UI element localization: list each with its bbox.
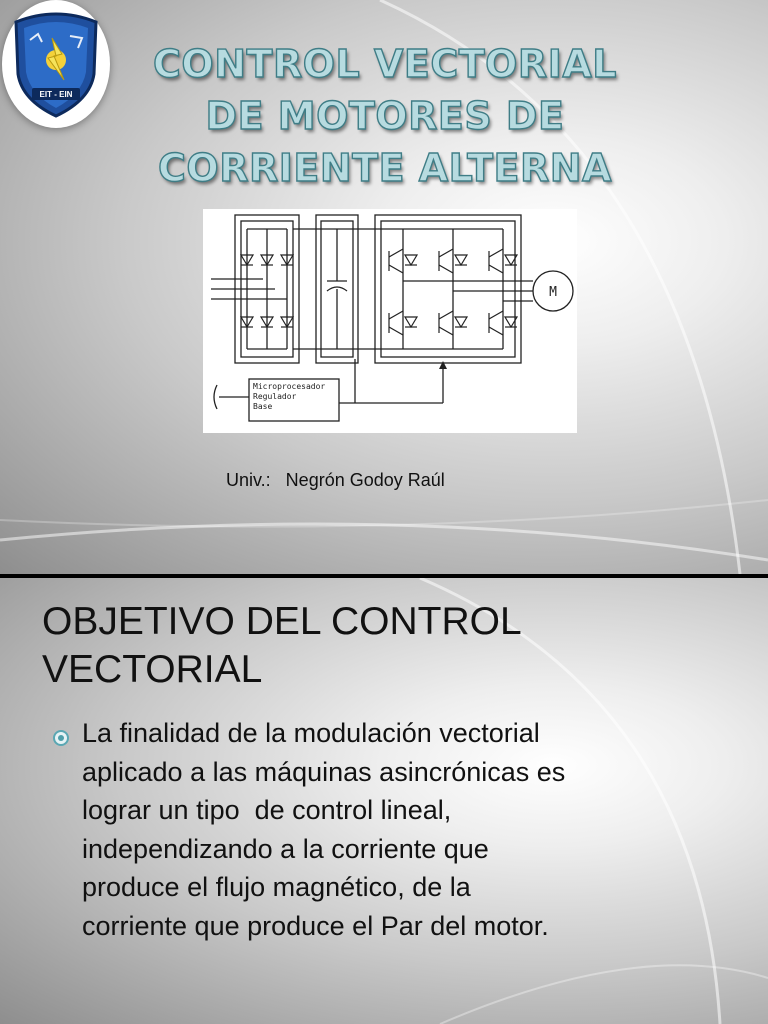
inverter-block xyxy=(375,215,521,363)
title-line-3: CORRIENTE ALTERNA xyxy=(158,146,612,190)
bullet-line-5: produce el flujo magnético, de la xyxy=(82,872,471,902)
controller-label-3: Base xyxy=(253,402,273,411)
heading-line-2: VECTORIAL xyxy=(42,648,263,691)
controller-label-1: Microprocesador xyxy=(253,382,326,391)
slide-objective xyxy=(0,578,768,1024)
title-line-2: DE MOTORES DE xyxy=(205,94,565,138)
slide-title-heading xyxy=(120,38,650,194)
heading-line-1: OBJETIVO DEL CONTROL xyxy=(42,600,522,643)
title-line-1: CONTROL VECTORIAL xyxy=(153,42,617,86)
university-shield-logo xyxy=(8,4,104,124)
bullet-line-6: corriente que produce el Par del motor. xyxy=(82,910,549,941)
slide-heading xyxy=(42,598,742,694)
motor-label: M xyxy=(549,285,557,300)
logo-text: EIT - EIN xyxy=(39,90,73,99)
circuit-diagram-svg xyxy=(203,209,577,433)
bullet-paragraph xyxy=(82,714,742,945)
controller-label-2: Regulador xyxy=(253,392,297,401)
author-line: Univ.: Negrón Godoy Raúl xyxy=(226,470,445,490)
circle-bullet-icon xyxy=(53,730,69,746)
bullet-line-4: independizando a la corriente que xyxy=(82,833,489,864)
bullet-line-2: aplicado a las máquinas asincrónicas es xyxy=(82,756,566,787)
logo-badge xyxy=(2,0,110,128)
inverter-circuit-diagram xyxy=(203,209,577,433)
bullet-line-3: lograr un tipo de control lineal, xyxy=(82,795,452,825)
bullet-line-1: La finalidad de la modulación vectorial xyxy=(82,718,540,748)
